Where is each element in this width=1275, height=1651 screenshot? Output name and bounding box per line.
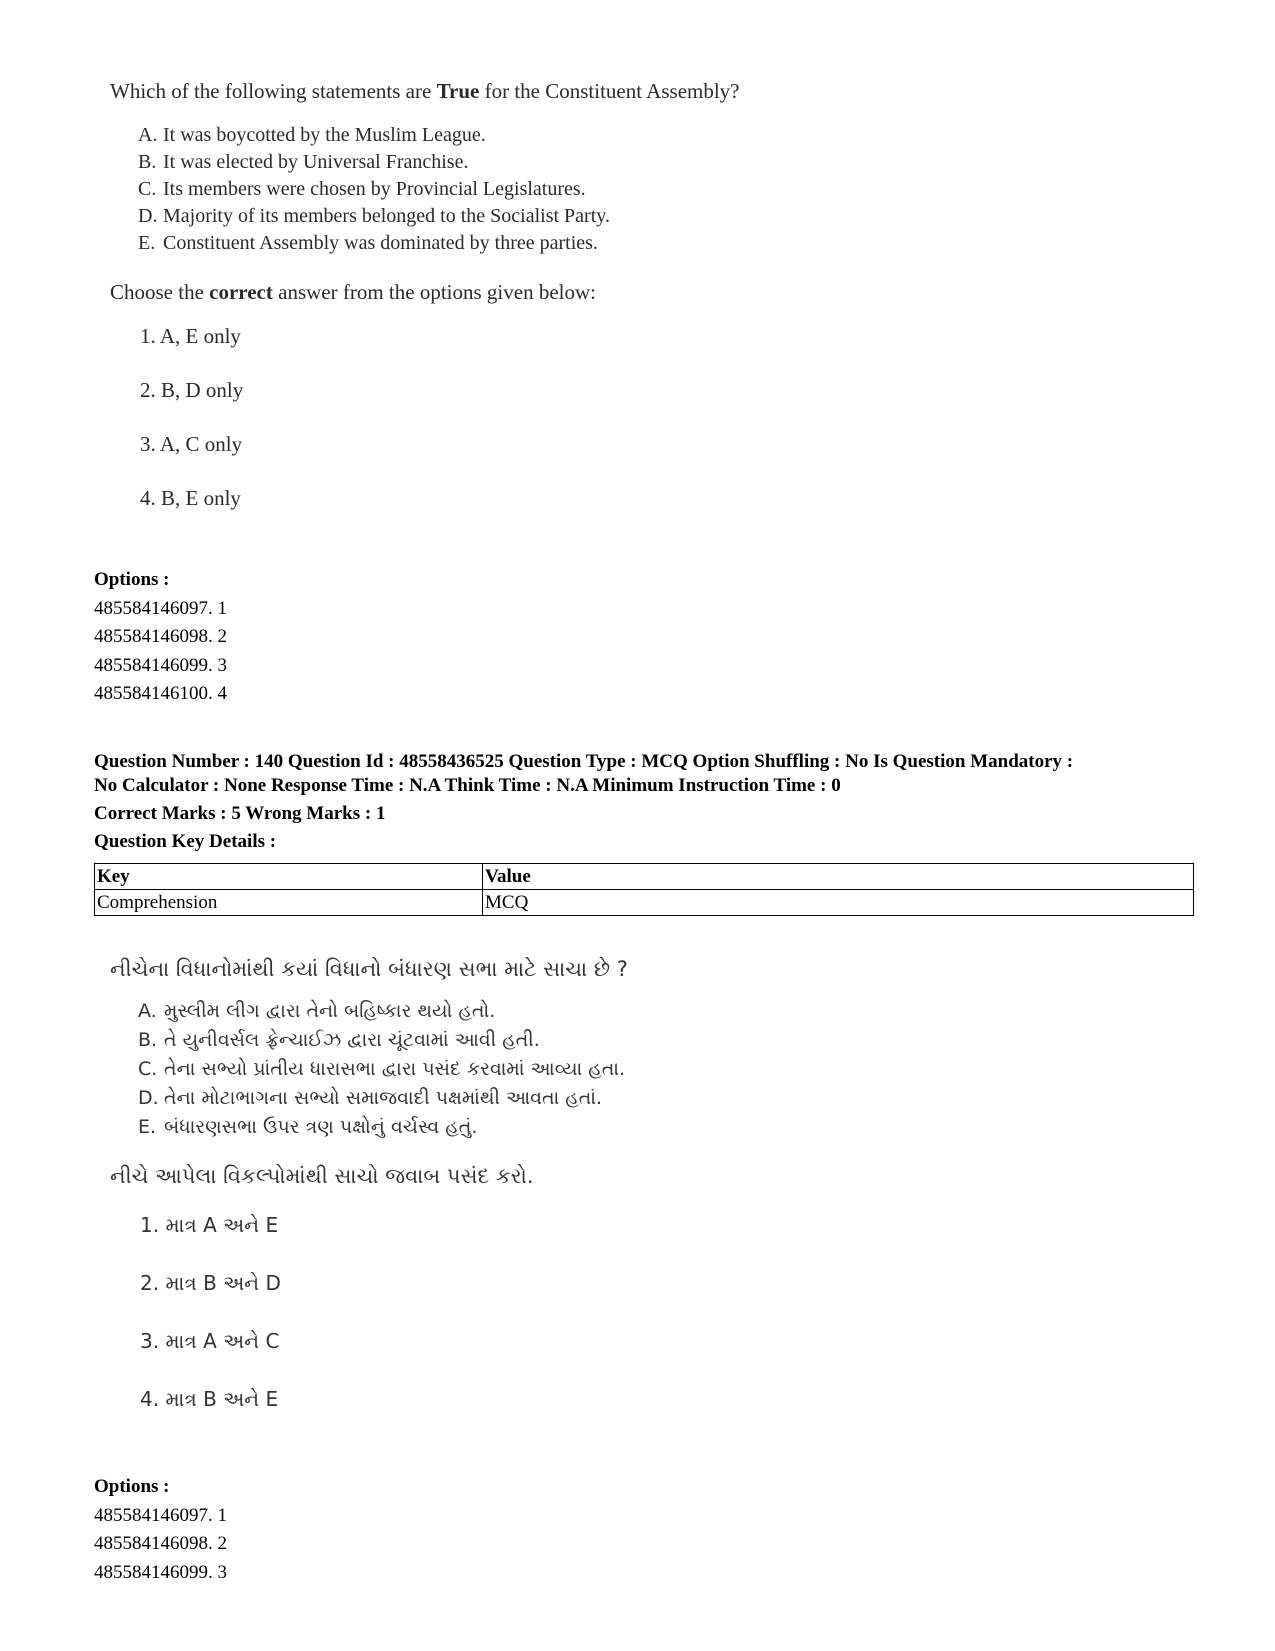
statement-text: It was boycotted by the Muslim League.	[163, 124, 486, 146]
statement-letter: D.	[138, 1087, 159, 1109]
prompt-text-bold: True	[436, 79, 480, 103]
statement-text: Its members were chosen by Provincial Legislatures.	[163, 178, 586, 200]
answer-option: 3. માત્ર A અને C	[140, 1329, 280, 1353]
answer-option: 1. માત્ર A અને E	[140, 1213, 279, 1237]
statement-text: Majority of its members belonged to the Socialist Party.	[163, 205, 610, 227]
key-table	[94, 863, 1194, 916]
meta-line-1: Question Number : 140 Question Id : 48558436525 Question Type : MCQ Option Shuffling : No Is Question Mandatory :	[94, 751, 1074, 772]
statement-letter: A.	[138, 124, 158, 146]
answer-option: 4. B, E only	[140, 486, 241, 510]
question-meta	[94, 750, 1194, 854]
prompt-text-end: for the Constituent Assembly?	[479, 79, 740, 103]
statement-letter: E.	[138, 232, 156, 254]
prompt-text-start: Which of the following statements are	[110, 79, 437, 103]
options-section	[94, 566, 227, 709]
statement-d	[138, 1084, 830, 1113]
statement-list	[138, 997, 830, 1142]
answer-option: 4. માત્ર B અને E	[140, 1387, 279, 1411]
marks-line: Correct Marks : 5 Wrong Marks : 1	[94, 803, 386, 824]
statement-e	[138, 230, 830, 257]
question-image-english	[110, 78, 830, 539]
answer-option: 2. B, D only	[140, 378, 244, 402]
statement-text: તેના મોટાભાગના સભ્યો સમાજવાદી પક્ષમાંથી આવતા હતાં.	[164, 1087, 603, 1109]
statement-text: Constituent Assembly was dominated by three parties.	[163, 232, 598, 254]
statement-letter: B.	[138, 1029, 158, 1051]
question-prompt	[110, 78, 830, 104]
question-image-gujarati	[110, 955, 830, 1444]
statement-text: મુસ્લીમ લીગ દ્વારા તેનો બહિષ્કાર થયો હતો.	[164, 1000, 496, 1022]
statement-e	[138, 1113, 830, 1142]
statement-list	[138, 122, 830, 257]
choose-instruction	[110, 279, 830, 305]
statement-text: તે યુનીવર્સલ ફ્રેન્ચાઈઝ દ્વારા ચૂંટવામાં આવી હતી.	[164, 1029, 540, 1051]
option-id-item: 485584146098. 2	[94, 626, 227, 647]
statement-c	[138, 176, 830, 203]
statement-a	[138, 997, 830, 1026]
statement-text: તેના સભ્યો પ્રાંતીય ધારાસભા દ્વારા પસંદ કરવામાં આવ્યા હતા.	[164, 1058, 626, 1080]
choose-text-start: Choose the	[110, 280, 210, 304]
choose-text-end: answer from the options given below:	[272, 280, 596, 304]
statement-letter: D.	[138, 205, 158, 227]
question-prompt: નીચેના વિધાનોમાંથી કયાં વિધાનો બંધારણ સભા માટે સાચા છે ?	[110, 957, 628, 981]
options-section	[94, 1473, 227, 1587]
option-id-item: 485584146097. 1	[94, 1504, 227, 1526]
options-heading: Options :	[94, 569, 170, 590]
answer-option: 2. માત્ર B અને D	[140, 1271, 281, 1295]
statement-letter: E.	[138, 1116, 157, 1138]
option-id-item: 485584146099. 3	[94, 1561, 227, 1583]
table-cell-key: Comprehension	[95, 890, 483, 916]
table-header-row	[95, 864, 1194, 890]
answer-option-list	[140, 1212, 830, 1444]
option-id-item: 485584146098. 2	[94, 1533, 227, 1554]
meta-line-2: No Calculator : None Response Time : N.A Think Time : N.A Minimum Instruction Time : 0	[94, 775, 841, 796]
choose-text-bold: correct	[209, 280, 273, 304]
options-heading: Options :	[94, 1476, 170, 1497]
choose-instruction: નીચે આપેલા વિકલ્પોમાંથી સાચો જવાબ પસંદ કરો.	[110, 1164, 534, 1188]
statement-b	[138, 149, 830, 176]
statement-c	[138, 1055, 830, 1084]
table-row	[95, 890, 1194, 916]
answer-option-list	[140, 323, 830, 539]
statement-letter: C.	[138, 1058, 158, 1080]
option-id-item: 485584146100. 4	[94, 683, 227, 704]
statement-text: બંધારણસભા ઉપર ત્રણ પક્ષોનું વર્ચસ્વ હતું.	[164, 1116, 478, 1138]
table-header-key: Key	[95, 864, 483, 890]
statement-letter: C.	[138, 178, 157, 200]
statement-a	[138, 122, 830, 149]
option-id-item: 485584146097. 1	[94, 597, 227, 619]
table-cell-value: MCQ	[483, 890, 1194, 916]
answer-option: 1. A, E only	[140, 324, 241, 348]
option-id-item: 485584146099. 3	[94, 654, 227, 676]
key-details-heading: Question Key Details :	[94, 831, 277, 852]
table-header-value: Value	[483, 864, 1194, 890]
statement-b	[138, 1026, 830, 1055]
statement-text: It was elected by Universal Franchise.	[163, 151, 469, 173]
answer-option: 3. A, C only	[140, 432, 243, 456]
statement-d	[138, 203, 830, 230]
statement-letter: A.	[138, 1000, 157, 1022]
statement-letter: B.	[138, 151, 157, 173]
